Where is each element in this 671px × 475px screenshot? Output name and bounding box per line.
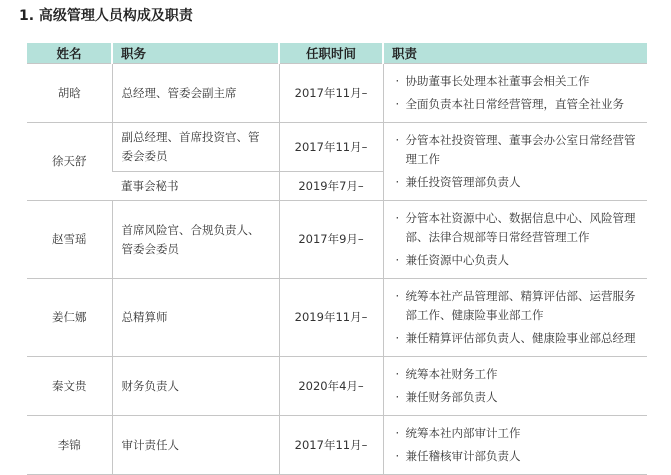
exec-term: 2017年11月–: [279, 123, 383, 172]
header-position: 职务: [112, 43, 279, 64]
duty-item: · 统筹本社产品管理部、精算评估部、运营服务部工作、健康险事业部工作: [396, 287, 640, 325]
exec-name: 胡晗: [27, 64, 112, 123]
header-term: 任职时间: [279, 43, 383, 64]
exec-name: 姜仁娜: [27, 279, 112, 357]
table-row: [27, 416, 647, 475]
duty-item: · 兼任稽核审计部负责人: [396, 447, 640, 466]
exec-position: 副总经理、首席投资官、管委会委员: [112, 123, 279, 172]
table-row: [27, 279, 647, 357]
exec-term: 2019年7月–: [279, 172, 383, 201]
table-row: [27, 64, 647, 123]
exec-duties: [383, 123, 647, 201]
exec-position: 财务负责人: [112, 357, 279, 416]
duty-item: · 统筹本社财务工作: [396, 365, 640, 384]
duty-item: · 兼任精算评估部负责人、健康险事业部总经理: [396, 329, 640, 348]
duty-item: · 统筹本社内部审计工作: [396, 424, 640, 443]
exec-term: 2020年4月–: [279, 357, 383, 416]
section-heading: 1. 高级管理人员构成及职责: [19, 8, 193, 24]
duty-item: · 兼任投资管理部负责人: [396, 173, 640, 192]
exec-position: 总经理、管委会副主席: [112, 64, 279, 123]
header-name: 姓名: [27, 43, 112, 64]
header-duties: 职责: [383, 43, 647, 64]
duty-item: · 兼任资源中心负责人: [396, 251, 640, 270]
exec-position: 总精算师: [112, 279, 279, 357]
exec-duties: [383, 416, 647, 475]
exec-name: 徐天舒: [27, 123, 112, 201]
exec-term: 2017年11月–: [279, 416, 383, 475]
exec-duties: [383, 279, 647, 357]
duty-item: · 分管本社资源中心、数据信息中心、风险管理部、法律合规部等日常经营管理工作: [396, 209, 640, 247]
duty-item: · 分管本社投资管理、董事会办公室日常经营管理工作: [396, 131, 640, 169]
exec-position: 审计责任人: [112, 416, 279, 475]
exec-name: 李锦: [27, 416, 112, 475]
exec-position: 董事会秘书: [112, 172, 279, 201]
table-row: [27, 201, 647, 279]
exec-position: 首席风险官、合规负责人、管委会委员: [112, 201, 279, 279]
exec-duties: [383, 64, 647, 123]
exec-duties: [383, 357, 647, 416]
exec-duties: [383, 201, 647, 279]
duty-item: · 兼任财务部负责人: [396, 388, 640, 407]
table-row: [27, 123, 647, 172]
executives-table: [27, 43, 647, 475]
table-header-row: [27, 43, 647, 64]
table-row: [27, 357, 647, 416]
exec-term: 2017年9月–: [279, 201, 383, 279]
exec-term: 2019年11月–: [279, 279, 383, 357]
exec-name: 秦文贵: [27, 357, 112, 416]
duty-item: · 协助董事长处理本社董事会相关工作: [396, 72, 640, 91]
exec-term: 2017年11月–: [279, 64, 383, 123]
exec-name: 赵雪瑶: [27, 201, 112, 279]
duty-item: · 全面负责本社日常经营管理，直管全社业务: [396, 95, 640, 114]
